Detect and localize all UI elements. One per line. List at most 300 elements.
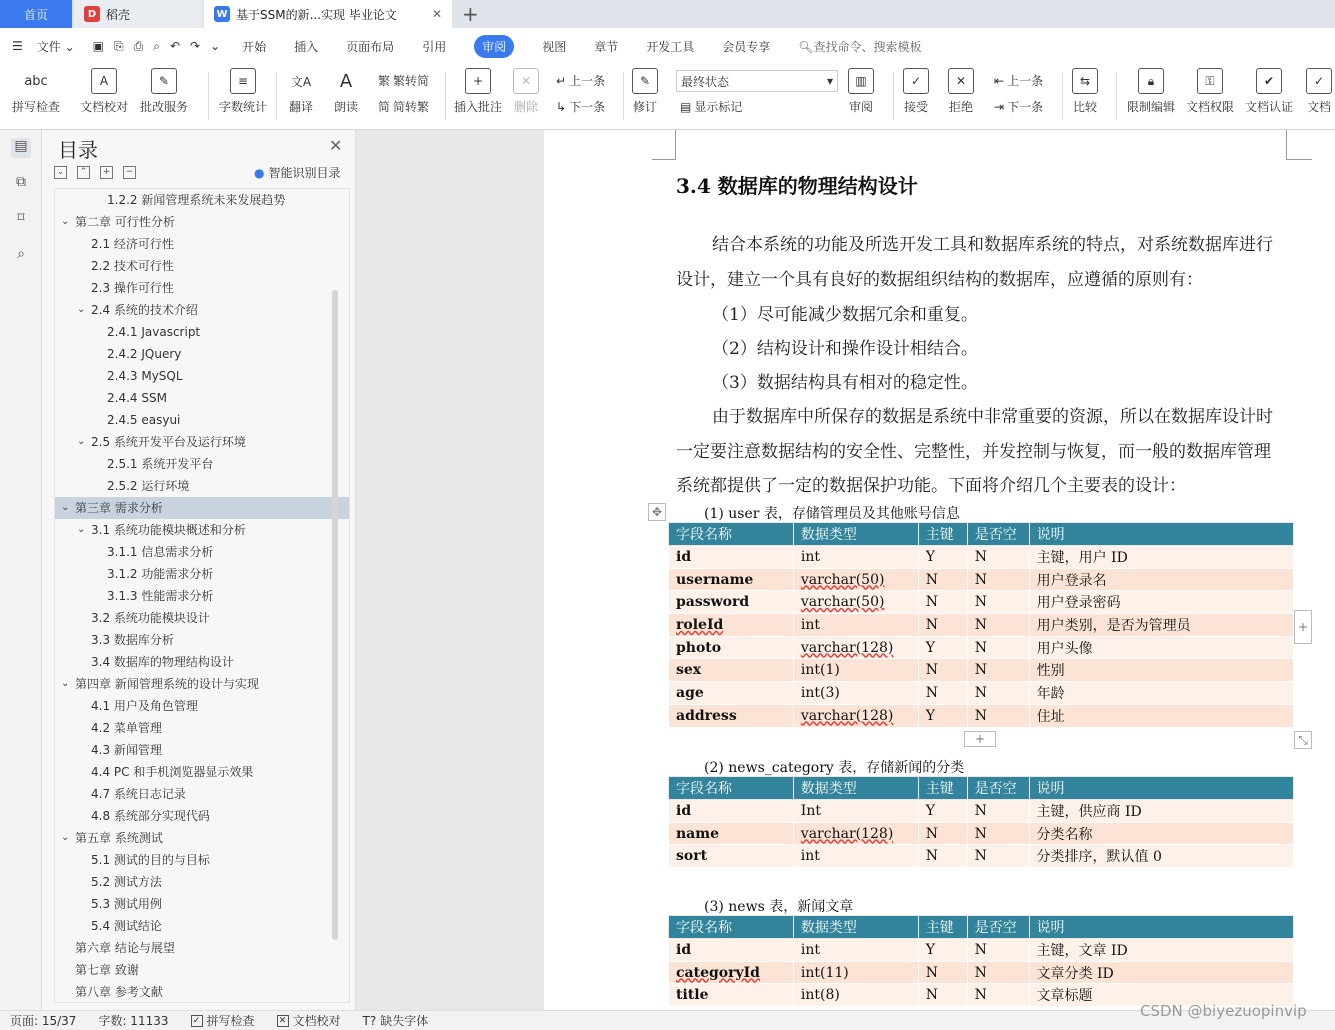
simp-to-trad-button[interactable] bbox=[378, 98, 429, 115]
table-cell-text: 文章标题 bbox=[1036, 988, 1093, 1005]
tab-home[interactable] bbox=[0, 0, 72, 28]
table-cell[interactable] bbox=[1029, 591, 1293, 614]
table-cell-text: Int bbox=[800, 802, 821, 819]
toc-item-label: 第八章 参考文献 bbox=[75, 985, 163, 999]
table-resize-icon[interactable]: ⤡ bbox=[1294, 731, 1312, 749]
table-header-row bbox=[669, 777, 1294, 800]
table-cell[interactable] bbox=[1029, 568, 1293, 591]
toc-item-label: 2.4.5 easyui bbox=[107, 413, 181, 427]
table-cell[interactable] bbox=[793, 845, 918, 868]
accept-label: 接受 bbox=[903, 100, 928, 114]
table-cell[interactable] bbox=[967, 636, 1029, 659]
toc-item-label: 2.4.2 JQuery bbox=[107, 347, 182, 361]
table-cell[interactable] bbox=[918, 800, 967, 823]
table-move-handle-icon[interactable]: ✥ bbox=[648, 503, 666, 521]
table-cell[interactable] bbox=[793, 939, 918, 962]
accept-button[interactable] bbox=[903, 68, 929, 115]
table-cell[interactable] bbox=[1029, 659, 1293, 682]
toc-item-label: 3.1.2 功能需求分析 bbox=[107, 567, 214, 581]
read-aloud-label: 朗读 bbox=[333, 100, 358, 114]
prev-change-button[interactable] bbox=[994, 72, 1043, 89]
toc-title: 目录 bbox=[58, 138, 98, 162]
menu-item-devtools[interactable]: 开发工具 bbox=[646, 39, 695, 54]
table-cell-text: N bbox=[925, 571, 939, 588]
toc-item[interactable] bbox=[55, 453, 349, 475]
trad-to-simp-label: 繁转简 bbox=[393, 74, 430, 88]
table-cell-text: varchar(128) bbox=[800, 639, 894, 656]
table-cell[interactable] bbox=[669, 800, 794, 823]
chevron-down-icon[interactable]: ⌄ bbox=[77, 524, 86, 535]
table-cell[interactable] bbox=[669, 659, 794, 682]
review-ribbon bbox=[0, 64, 1335, 130]
doc-cert-button[interactable] bbox=[1245, 68, 1293, 115]
reject-label: 拒绝 bbox=[948, 100, 973, 114]
list-item: （1）尽可能减少数据冗余和重复。 bbox=[712, 305, 978, 325]
permission-icon: ⚿ bbox=[1197, 68, 1223, 94]
paragraph-line: 由于数据库中所保存的数据是系统中非常重要的资源，所以在数据库设计时 bbox=[712, 407, 1273, 427]
table-cell-text: N bbox=[974, 684, 987, 701]
toc-item[interactable] bbox=[55, 717, 349, 739]
add-column-icon[interactable]: + bbox=[1294, 610, 1312, 644]
correct-service-label: 批改服务 bbox=[140, 100, 189, 114]
table-cell-text: N bbox=[925, 616, 939, 633]
table-cell[interactable] bbox=[967, 614, 1029, 637]
toc-item[interactable] bbox=[55, 365, 349, 387]
toc-item[interactable] bbox=[55, 783, 349, 805]
menu-item-member[interactable]: 会员专享 bbox=[722, 39, 771, 54]
hamburger-icon[interactable]: ☰ bbox=[12, 39, 23, 53]
toc-item[interactable] bbox=[55, 519, 349, 541]
table-cell[interactable] bbox=[793, 614, 918, 637]
table-cell[interactable] bbox=[669, 939, 794, 962]
table-cell-text: 用户类别，是否为管理员 bbox=[1036, 617, 1191, 634]
status-spell-check[interactable] bbox=[191, 1012, 255, 1029]
toc-item[interactable] bbox=[55, 563, 349, 585]
tab-document[interactable] bbox=[204, 0, 452, 28]
next-comment-icon: ↳ bbox=[556, 99, 567, 114]
remove-heading-icon[interactable]: − bbox=[123, 166, 136, 179]
toc-item-label: 3.2 系统功能模块设计 bbox=[91, 611, 210, 625]
tab-daoke[interactable] bbox=[74, 0, 202, 28]
table-cell-text: 性别 bbox=[1036, 663, 1065, 680]
table-cell[interactable] bbox=[669, 984, 794, 1007]
news-table bbox=[668, 915, 1294, 1007]
show-marks-button[interactable] bbox=[680, 98, 742, 115]
toc-item-label: 第二章 可行性分析 bbox=[75, 215, 175, 229]
menu-bar bbox=[0, 28, 1335, 64]
ribbon-divider bbox=[445, 72, 446, 120]
table-cell[interactable] bbox=[918, 845, 967, 868]
table-cell-text: N bbox=[925, 964, 938, 981]
toc-item[interactable] bbox=[55, 475, 349, 497]
nav-icon-strip bbox=[0, 130, 42, 1010]
toc-item-label: 第七章 致谢 bbox=[75, 963, 139, 977]
menu-item-layout[interactable]: 页面布局 bbox=[346, 39, 395, 54]
export-icon[interactable]: ⎘ bbox=[114, 38, 124, 53]
table-cell[interactable] bbox=[1029, 845, 1293, 868]
toc-item-label: 2.4 系统的技术介绍 bbox=[91, 303, 198, 317]
table-cell-text: 用户登录名 bbox=[1036, 572, 1107, 589]
close-icon[interactable]: ✕ bbox=[329, 136, 343, 155]
command-search[interactable] bbox=[798, 38, 921, 55]
table-cell[interactable] bbox=[918, 591, 967, 614]
table-cell[interactable] bbox=[1029, 822, 1293, 845]
table-cell-text: N bbox=[974, 848, 987, 865]
toc-item[interactable] bbox=[55, 915, 349, 937]
table-header-cell: 字段名称 bbox=[669, 777, 794, 800]
review-pane-label: 审阅 bbox=[848, 100, 873, 114]
table-row bbox=[669, 800, 1294, 823]
doc-permission-button[interactable] bbox=[1186, 68, 1234, 115]
toc-scrollbar[interactable] bbox=[332, 290, 338, 940]
tab-close-icon[interactable]: ✕ bbox=[431, 7, 442, 21]
toc-item[interactable] bbox=[55, 211, 349, 233]
table-cell[interactable] bbox=[918, 822, 967, 845]
table-cell[interactable] bbox=[967, 704, 1029, 727]
table-cell[interactable] bbox=[967, 939, 1029, 962]
toc-item[interactable] bbox=[55, 343, 349, 365]
prev-comment-button[interactable] bbox=[556, 72, 605, 89]
add-row-icon[interactable]: + bbox=[964, 731, 996, 747]
table-cell[interactable] bbox=[793, 636, 918, 659]
search-icon: 🔍︎ bbox=[798, 39, 814, 54]
table-cell[interactable] bbox=[918, 659, 967, 682]
table-cell[interactable] bbox=[793, 546, 918, 569]
toc-item[interactable] bbox=[55, 497, 349, 519]
paragraph-line: 一定要注意数据结构的安全性、完整性，并发控制与恢复，而一般的数据库管理 bbox=[676, 442, 1271, 462]
file-menu[interactable]: 文件 ⌄ bbox=[36, 39, 75, 54]
tab-document-label: 基于SSM的新...实现 毕业论文 bbox=[236, 7, 397, 22]
paragraph-line: 系统都提供了一定的数据保护功能。下面将介绍几个主要表的设计： bbox=[676, 476, 1186, 496]
doc-proof-button[interactable] bbox=[80, 68, 128, 115]
table-cell[interactable] bbox=[793, 568, 918, 591]
compare-button[interactable] bbox=[1072, 68, 1098, 115]
document-icon: ✓ bbox=[1306, 68, 1332, 94]
table-cell-text: N bbox=[925, 987, 938, 1004]
news-category-table bbox=[668, 776, 1294, 868]
reject-button[interactable] bbox=[948, 68, 974, 115]
read-aloud-button[interactable] bbox=[333, 68, 359, 115]
show-marks-label: 显示标记 bbox=[694, 100, 743, 114]
word-count-button[interactable] bbox=[219, 68, 267, 115]
toc-item[interactable] bbox=[55, 541, 349, 563]
table-cell[interactable] bbox=[793, 591, 918, 614]
ribbon-divider bbox=[276, 72, 277, 120]
toc-item[interactable] bbox=[55, 651, 349, 673]
table-header-cell: 主键 bbox=[918, 523, 967, 546]
table-cell-text: Y bbox=[925, 941, 935, 958]
translate-icon: 文A bbox=[290, 74, 312, 89]
table-cell[interactable] bbox=[1029, 939, 1293, 962]
table-cell[interactable] bbox=[918, 636, 967, 659]
toc-item[interactable] bbox=[55, 277, 349, 299]
review-pane-icon: ▥ bbox=[848, 68, 874, 94]
chevron-down-icon[interactable]: ⌄ bbox=[77, 436, 86, 447]
table-cell-text: roleId bbox=[676, 616, 724, 633]
status-doc-proof[interactable] bbox=[277, 1012, 341, 1029]
track-changes-button[interactable] bbox=[632, 68, 658, 115]
toc-item[interactable] bbox=[55, 299, 349, 321]
table-cell[interactable] bbox=[669, 591, 794, 614]
table-cell[interactable] bbox=[669, 682, 794, 705]
redo-icon[interactable]: ↷ bbox=[190, 39, 201, 53]
table-cell[interactable] bbox=[967, 591, 1029, 614]
table-cell-text: title bbox=[676, 987, 709, 1004]
word-count[interactable]: 字数: 11133 bbox=[98, 1014, 169, 1028]
collapse-all-icon[interactable]: ⌄ bbox=[54, 166, 67, 179]
table-cell-text: int bbox=[800, 848, 820, 865]
toc-icon[interactable]: ▤ bbox=[11, 138, 31, 158]
table-cell[interactable] bbox=[967, 659, 1029, 682]
document-page[interactable] bbox=[544, 130, 1335, 1010]
chapter-nav-icon[interactable]: ⧉ bbox=[16, 174, 26, 190]
table-header-cell: 字段名称 bbox=[669, 523, 794, 546]
table-cell[interactable] bbox=[669, 546, 794, 569]
table-cell[interactable] bbox=[1029, 800, 1293, 823]
table-cell[interactable] bbox=[967, 546, 1029, 569]
table-cell[interactable] bbox=[967, 800, 1029, 823]
table-cell[interactable] bbox=[967, 984, 1029, 1007]
insert-comment-button[interactable] bbox=[454, 68, 502, 115]
table-cell-text: varchar(128) bbox=[800, 825, 894, 842]
toc-item-label: 2.4.1 Javascript bbox=[107, 325, 201, 339]
add-heading-icon[interactable]: + bbox=[100, 166, 113, 179]
menu-item-chapter[interactable]: 章节 bbox=[594, 39, 619, 54]
menu-item-insert[interactable]: 插入 bbox=[294, 39, 319, 54]
table-cell-text: N bbox=[974, 941, 987, 958]
toc-item-label: 3.3 数据库分析 bbox=[91, 633, 174, 647]
spell-check-button[interactable] bbox=[12, 68, 60, 115]
display-state-select[interactable] bbox=[676, 70, 838, 92]
toc-item[interactable] bbox=[55, 321, 349, 343]
bookmark-icon[interactable]: ⌑ bbox=[17, 210, 25, 226]
delete-comment-icon: ✕ bbox=[513, 68, 539, 94]
undo-icon[interactable]: ↶ bbox=[169, 39, 181, 53]
correct-service-button[interactable] bbox=[140, 68, 188, 115]
font-warning-icon: T? bbox=[362, 1013, 377, 1028]
chevron-down-icon[interactable]: ⌄ bbox=[61, 832, 70, 843]
table-cell[interactable] bbox=[793, 682, 918, 705]
table-cell-text: 分类名称 bbox=[1036, 826, 1093, 843]
table-cell[interactable] bbox=[1029, 636, 1293, 659]
table-cell-text: N bbox=[974, 571, 987, 588]
table-cell-text: N bbox=[925, 662, 939, 679]
toc-item[interactable] bbox=[55, 233, 349, 255]
crop-mark bbox=[652, 130, 676, 160]
table-cell-text: N bbox=[974, 707, 987, 724]
table-cell-text: int(3) bbox=[800, 684, 840, 701]
print-icon[interactable]: ⎙ bbox=[133, 38, 144, 53]
chevron-down-icon[interactable]: ⌄ bbox=[77, 304, 86, 315]
table-cell[interactable] bbox=[918, 546, 967, 569]
toc-item-label: 4.7 系统日志记录 bbox=[91, 787, 186, 801]
table-cell[interactable] bbox=[669, 845, 794, 868]
toc-item-label: 2.4.3 MySQL bbox=[107, 369, 183, 383]
missing-font[interactable] bbox=[363, 1012, 429, 1029]
toc-item-label: 第三章 需求分析 bbox=[75, 501, 163, 515]
quick-access-dropdown-icon[interactable]: ⌄ bbox=[210, 39, 221, 53]
word-count-icon: ≡ bbox=[230, 68, 256, 94]
table-cell-text: varchar(128) bbox=[800, 707, 894, 724]
crop-mark bbox=[1286, 130, 1312, 160]
table-cell-text: sort bbox=[676, 848, 708, 865]
find-icon[interactable]: ⌕ bbox=[17, 246, 25, 262]
table-cell[interactable] bbox=[669, 636, 794, 659]
table-cell[interactable] bbox=[967, 961, 1029, 984]
table-cell[interactable] bbox=[918, 682, 967, 705]
table-cell[interactable] bbox=[793, 961, 918, 984]
new-tab-icon[interactable]: + bbox=[462, 2, 479, 26]
toc-item-label: 3.1 系统功能模块概述和分析 bbox=[91, 523, 246, 537]
table-cell-text: varchar(50) bbox=[800, 594, 885, 611]
toc-item[interactable] bbox=[55, 761, 349, 783]
restrict-edit-button[interactable] bbox=[1127, 68, 1175, 115]
table-row bbox=[669, 614, 1294, 637]
list-item: （3）数据结构具有相对的稳定性。 bbox=[712, 373, 978, 393]
save-icon[interactable]: ▣ bbox=[92, 39, 104, 53]
table-cell-text: sex bbox=[676, 662, 702, 679]
next-comment-button[interactable] bbox=[556, 98, 605, 115]
prev-change-label: 上一条 bbox=[1007, 74, 1044, 88]
table-cell-text: Y bbox=[925, 802, 935, 819]
next-comment-label: 下一条 bbox=[569, 100, 606, 114]
table-cell[interactable] bbox=[669, 704, 794, 727]
table-cell-text: int bbox=[800, 941, 821, 958]
translate-label: 翻译 bbox=[288, 100, 313, 114]
chevron-down-icon[interactable]: ⌄ bbox=[61, 216, 70, 227]
table-cell[interactable] bbox=[1029, 961, 1293, 984]
toc-item[interactable] bbox=[55, 629, 349, 651]
table-cell[interactable] bbox=[793, 822, 918, 845]
table-cell[interactable] bbox=[918, 961, 967, 984]
chevron-down-icon[interactable]: ⌄ bbox=[61, 678, 70, 689]
word-count-label: 字数统计 bbox=[219, 100, 268, 114]
show-marks-icon: ▤ bbox=[680, 99, 692, 114]
table-cell-text: N bbox=[974, 616, 987, 633]
table-cell-text: 用户头像 bbox=[1036, 640, 1093, 657]
toc-item-label: 2.1 经济可行性 bbox=[91, 237, 174, 251]
table-cell[interactable] bbox=[669, 568, 794, 591]
toc-item[interactable] bbox=[55, 431, 349, 453]
table-cell-text: N bbox=[974, 825, 987, 842]
table-header-cell: 主键 bbox=[918, 916, 967, 939]
table-cell[interactable] bbox=[793, 984, 918, 1007]
trad-to-simp-button[interactable] bbox=[378, 72, 429, 89]
table-cell[interactable] bbox=[793, 659, 918, 682]
toc-item[interactable] bbox=[55, 387, 349, 409]
toc-item[interactable] bbox=[55, 849, 349, 871]
table-row bbox=[669, 568, 1294, 591]
section-heading: 3.4 数据库的物理结构设计 bbox=[676, 174, 918, 198]
expand-icon[interactable]: ⌃ bbox=[77, 166, 90, 179]
table-header-cell: 是否空 bbox=[967, 777, 1029, 800]
table-cell[interactable] bbox=[967, 568, 1029, 591]
page-indicator[interactable]: 页面: 15/37 bbox=[10, 1014, 77, 1028]
table-cell[interactable] bbox=[793, 704, 918, 727]
table-cell-text: N bbox=[974, 662, 987, 679]
table-cell[interactable] bbox=[669, 614, 794, 637]
toc-item[interactable] bbox=[55, 607, 349, 629]
toc-item[interactable] bbox=[55, 409, 349, 431]
doc-proof-label: 文档校对 bbox=[80, 100, 129, 114]
toc-item[interactable] bbox=[55, 695, 349, 717]
table-cell-text: categoryId bbox=[676, 964, 760, 981]
table-cell[interactable] bbox=[669, 822, 794, 845]
toc-item-label: 第四章 新闻管理系统的设计与实现 bbox=[75, 677, 259, 691]
menu-item-view[interactable]: 视图 bbox=[542, 39, 567, 54]
menu-item-reference[interactable]: 引用 bbox=[422, 39, 447, 54]
toc-item[interactable] bbox=[55, 673, 349, 695]
toc-item[interactable] bbox=[55, 255, 349, 277]
toc-panel bbox=[42, 130, 356, 1010]
delete-comment-button[interactable] bbox=[513, 68, 539, 115]
table-cell-text: id bbox=[676, 941, 692, 958]
table-header-cell: 字段名称 bbox=[669, 916, 794, 939]
toc-item-label: 3.4 数据库的物理结构设计 bbox=[91, 655, 234, 669]
toc-item-label: 3.1.1 信息需求分析 bbox=[107, 545, 214, 559]
table-cell-text: N bbox=[974, 548, 987, 565]
table-cell[interactable] bbox=[967, 822, 1029, 845]
table-cell[interactable] bbox=[1029, 546, 1293, 569]
table-cell[interactable] bbox=[967, 845, 1029, 868]
chevron-down-icon[interactable]: ⌄ bbox=[61, 502, 70, 513]
doc-more-label: 文档 bbox=[1306, 100, 1331, 114]
toc-item[interactable] bbox=[55, 827, 349, 849]
reject-icon: ✕ bbox=[948, 68, 974, 94]
menu-item-review[interactable]: 审阅 bbox=[474, 35, 514, 58]
table-cell[interactable] bbox=[1029, 614, 1293, 637]
review-pane-button[interactable] bbox=[848, 68, 874, 115]
next-change-button[interactable] bbox=[994, 98, 1043, 115]
word-logo-icon: W bbox=[214, 6, 230, 22]
toc-item[interactable] bbox=[55, 189, 349, 211]
table-cell[interactable] bbox=[918, 939, 967, 962]
translate-button[interactable] bbox=[288, 68, 314, 115]
table-cell-text: 主键，用户 ID bbox=[1036, 549, 1128, 566]
toc-item[interactable] bbox=[55, 585, 349, 607]
toc-item[interactable] bbox=[55, 893, 349, 915]
toc-item[interactable] bbox=[55, 981, 349, 1003]
table-row bbox=[669, 546, 1294, 569]
toc-item[interactable] bbox=[55, 739, 349, 761]
insert-comment-icon: + bbox=[465, 68, 491, 94]
toc-item[interactable] bbox=[55, 871, 349, 893]
table-cell[interactable] bbox=[918, 568, 967, 591]
doc-more-button[interactable] bbox=[1306, 68, 1332, 115]
smart-toc-label: 智能识别目录 bbox=[268, 166, 341, 180]
table-cell[interactable] bbox=[793, 800, 918, 823]
table-cell[interactable] bbox=[669, 961, 794, 984]
table-cell[interactable] bbox=[1029, 682, 1293, 705]
table-cell[interactable] bbox=[1029, 704, 1293, 727]
table-cell[interactable] bbox=[918, 984, 967, 1007]
menu-item-start[interactable]: 开始 bbox=[242, 39, 267, 54]
track-changes-label: 修订 bbox=[632, 100, 657, 114]
toc-item-label: 4.2 菜单管理 bbox=[91, 721, 162, 735]
table-cell[interactable] bbox=[918, 614, 967, 637]
toc-item[interactable] bbox=[55, 805, 349, 827]
table-cell[interactable] bbox=[967, 682, 1029, 705]
table-row bbox=[669, 961, 1294, 984]
preview-icon[interactable]: ⌕ bbox=[153, 38, 160, 53]
display-state-value: 最终状态 bbox=[681, 74, 730, 89]
check-icon: ✓ bbox=[191, 1015, 203, 1027]
table-cell[interactable] bbox=[918, 704, 967, 727]
smart-toc-button[interactable] bbox=[254, 164, 341, 181]
table-cell-text: N bbox=[974, 639, 987, 656]
toc-item[interactable] bbox=[55, 959, 349, 981]
toc-item[interactable] bbox=[55, 937, 349, 959]
